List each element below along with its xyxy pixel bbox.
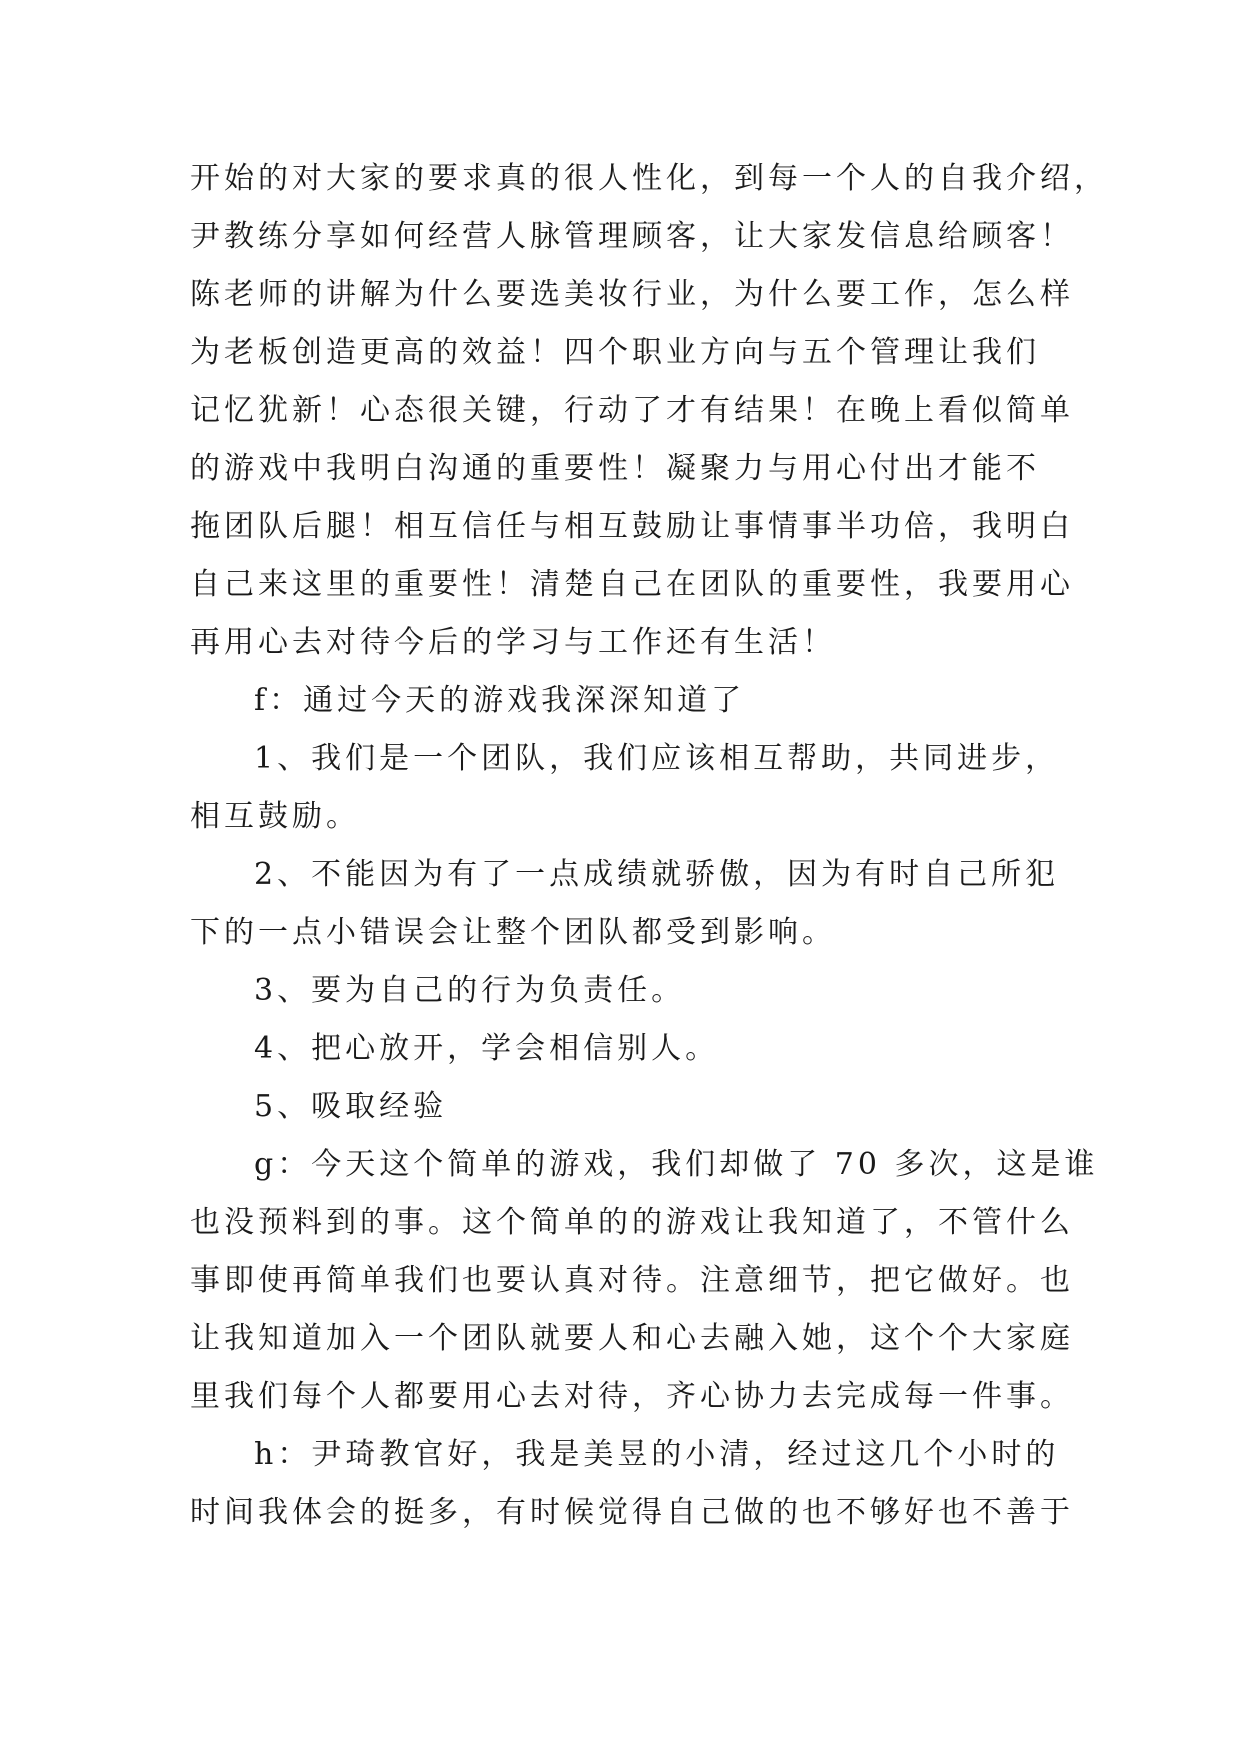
text-line: h：尹琦教官好，我是美昱的小清，经过这几个小时的 <box>254 1437 1060 1472</box>
text-line: 3、要为自己的行为负责任。 <box>254 973 686 1008</box>
text-line: 4、把心放开，学会相信别人。 <box>254 1031 720 1066</box>
text-line: 时间我体会的挺多，有时候觉得自己做的也不够好也不善于 <box>190 1495 1074 1530</box>
text-line: 2、不能因为有了一点成绩就骄傲，因为有时自己所犯 <box>254 857 1060 892</box>
text-line: 事即使再简单我们也要认真对待。注意细节，把它做好。也 <box>190 1263 1074 1298</box>
text-line: 为老板创造更高的效益！四个职业方向与五个管理让我们 <box>190 335 1040 370</box>
text-line: 5、吸取经验 <box>254 1089 448 1124</box>
text-line: 拖团队后腿！相互信任与相互鼓励让事情事半功倍，我明白 <box>190 509 1074 544</box>
text-line: 下的一点小错误会让整个团队都受到影响。 <box>190 915 836 950</box>
text-line: 的游戏中我明白沟通的重要性！凝聚力与用心付出才能不 <box>190 451 1040 486</box>
text-line: 1、我们是一个团队，我们应该相互帮助，共同进步， <box>254 741 1060 776</box>
text-line: 里我们每个人都要用心去对待，齐心协力去完成每一件事。 <box>190 1379 1074 1414</box>
text-line: 让我知道加入一个团队就要人和心去融入她，这个个大家庭 <box>190 1321 1074 1356</box>
text-line: 自己来这里的重要性！清楚自己在团队的重要性，我要用心 <box>190 567 1074 602</box>
text-line: g：今天这个简单的游戏，我们却做了 70 多次，这是谁 <box>254 1147 1099 1182</box>
text-line: 相互鼓励。 <box>190 799 360 834</box>
text-line: 也没预料到的事。这个简单的的游戏让我知道了，不管什么 <box>190 1205 1074 1240</box>
text-line: 记忆犹新！心态很关键，行动了才有结果！在晚上看似简单 <box>190 393 1074 428</box>
text-line: 再用心去对待今后的学习与工作还有生活！ <box>190 625 836 660</box>
text-line: 陈老师的讲解为什么要选美妆行业，为什么要工作，怎么样 <box>190 277 1074 312</box>
text-line: 尹教练分享如何经营人脉管理顾客，让大家发信息给顾客！ <box>190 219 1074 254</box>
text-line: 开始的对大家的要求真的很人性化，到每一个人的自我介绍， <box>190 161 1108 196</box>
document-body <box>190 150 1108 1542</box>
text-line: f：通过今天的游戏我深深知道了 <box>254 683 746 718</box>
